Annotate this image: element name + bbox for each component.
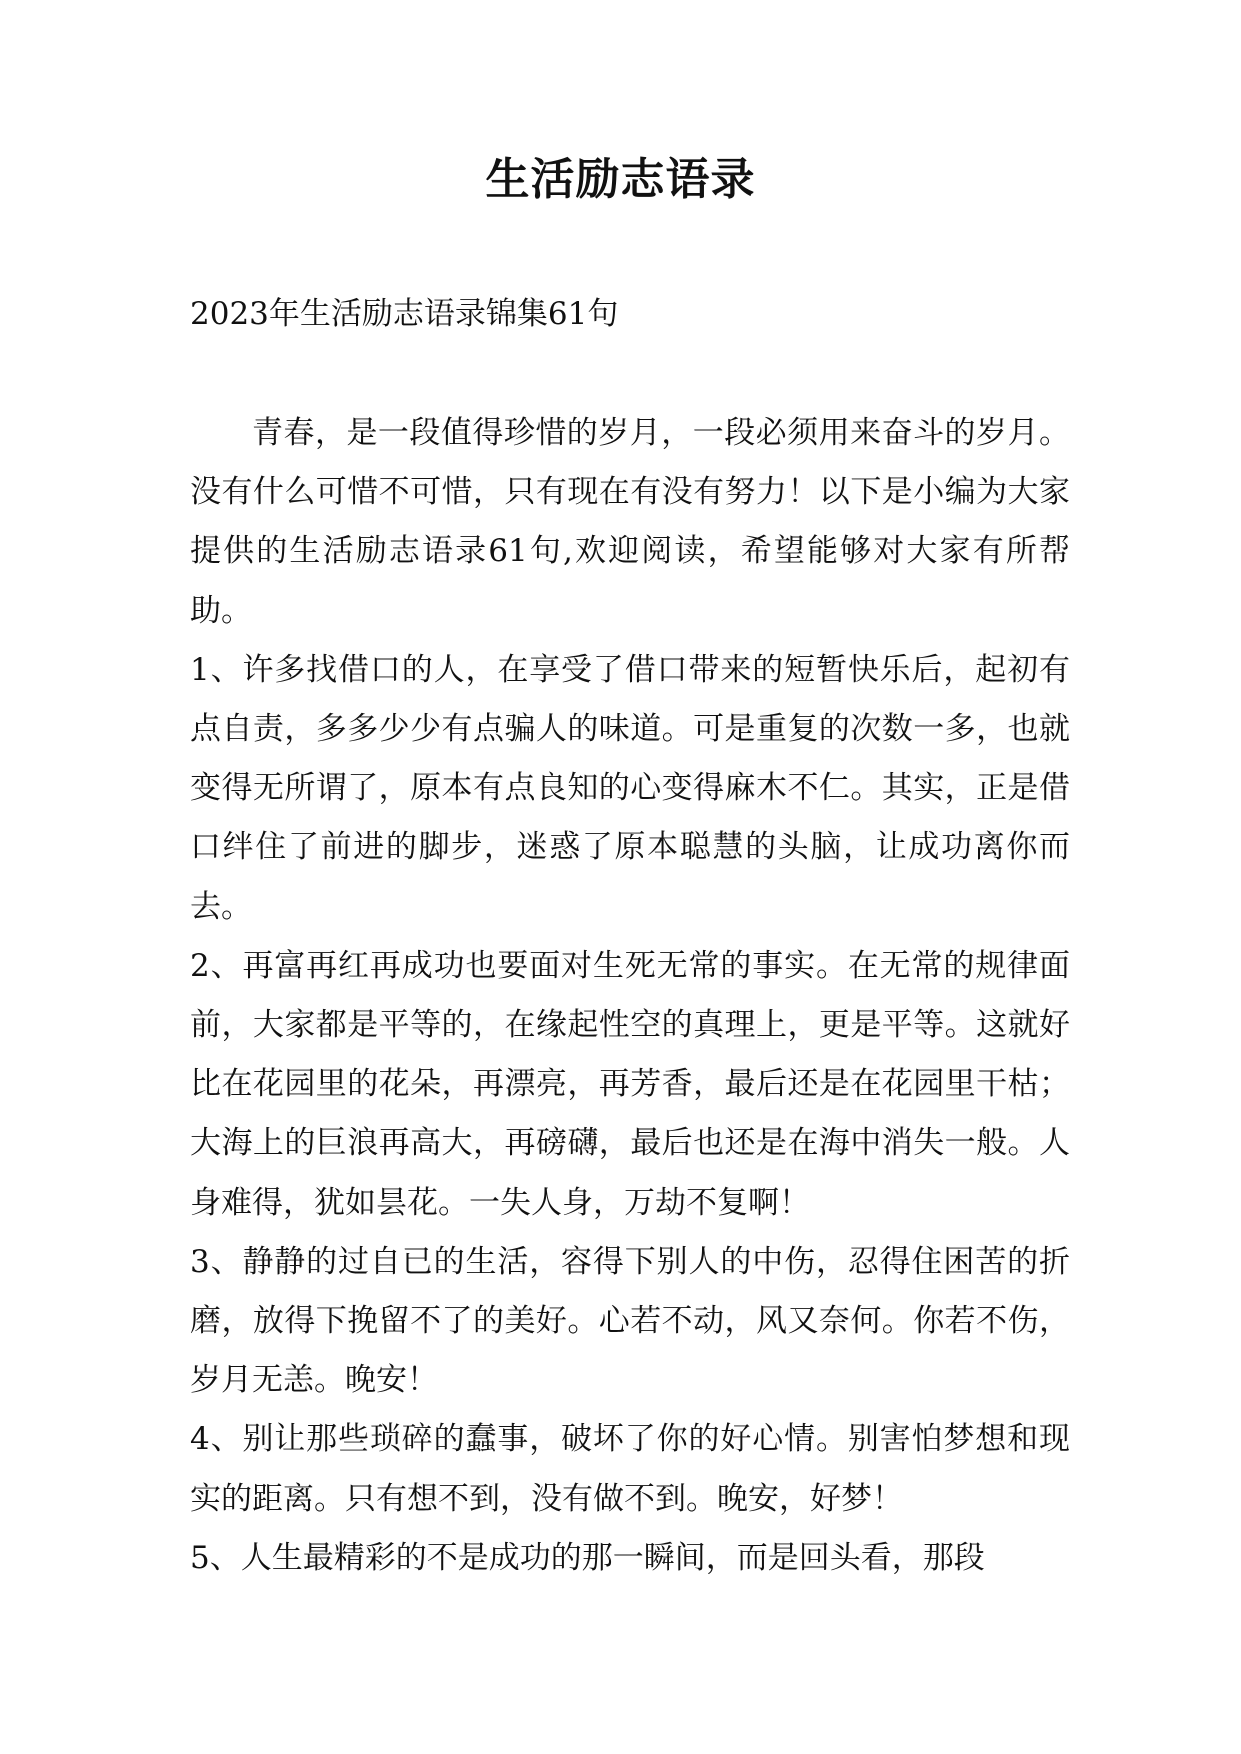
quote-paragraph-1: 1、许多找借口的人，在享受了借口带来的短暂快乐后，起初有点自责，多多少少有点骗人的味道。可是重复的次数一多，也就变得无所谓了，原本有点良知的心变得麻木不仁。其实，正是借口绊住了前进的脚步，迷惑了原本聪慧的头脑，让成功离你而去。: [190, 651, 1070, 925]
document-subtitle: 2023年生活励志语录锦集61句: [190, 296, 619, 332]
quote-paragraph-2: 2、再富再红再成功也要面对生死无常的事实。在无常的规律面前，大家都是平等的，在缘起性空的真理上，更是平等。这就好比在花园里的花朵，再漂亮，再芳香，最后还是在花园里干枯；大海上的巨浪再高大，再磅礴，最后也还是在海中消失一般。人身难得，犹如昙花。一失人身，万劫不复啊！: [190, 947, 1070, 1221]
document-body: [190, 404, 1070, 1588]
intro-paragraph: 青春，是一段值得珍惜的岁月，一段必须用来奋斗的岁月。没有什么可惜不可惜，只有现在有没有努力！以下是小编为大家提供的生活励志语录61句,欢迎阅读，希望能够对大家有所帮助。: [190, 415, 1070, 629]
quote-paragraph-4: 4、别让那些琐碎的蠢事，破坏了你的好心情。别害怕梦想和现实的距离。只有想不到，没有做不到。晚安，好梦！: [190, 1421, 1070, 1517]
quote-paragraph-3: 3、静静的过自已的生活，容得下别人的中伤，忍得住困苦的折磨，放得下挽留不了的美好。心若不动，风又奈何。你若不伤，岁月无恙。晚安！: [190, 1243, 1070, 1399]
document-title: 生活励志语录: [485, 154, 756, 205]
quote-paragraph-5: 5、人生最精彩的不是成功的那一瞬间，而是回头看，那段: [190, 1539, 985, 1576]
